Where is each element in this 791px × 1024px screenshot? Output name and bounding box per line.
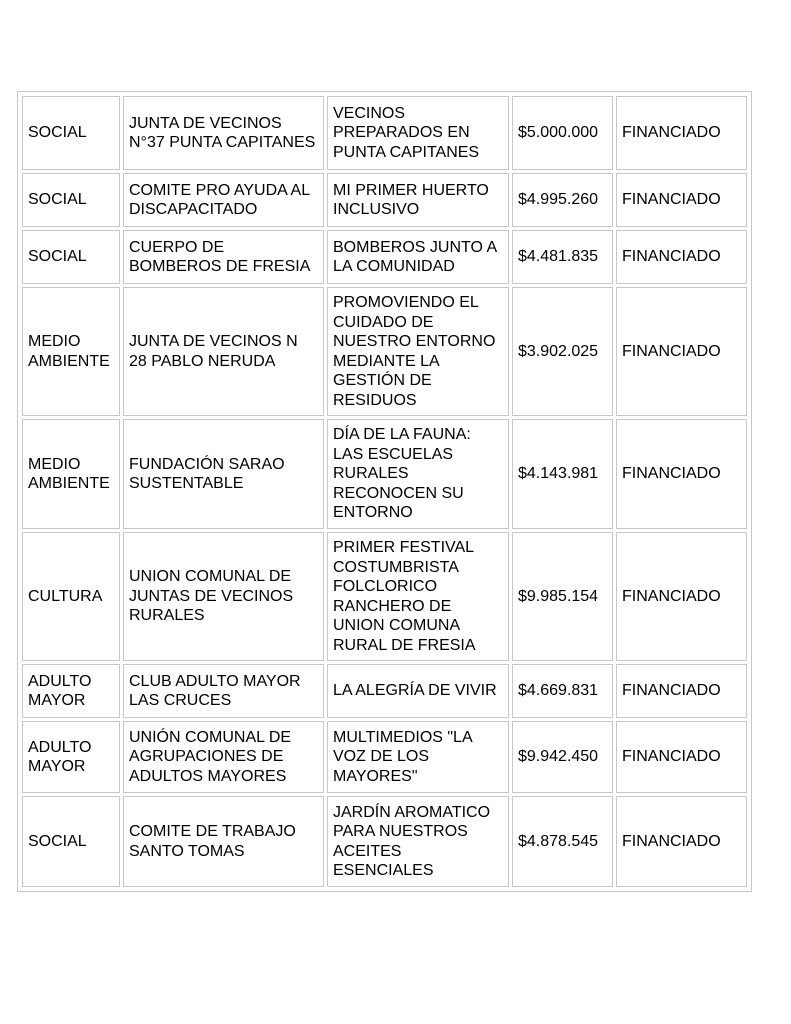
project-cell: MI PRIMER HUERTO INCLUSIVO (327, 173, 509, 227)
amount-cell: $4.995.260 (512, 173, 613, 227)
organization-cell: JUNTA DE VECINOS N 28 PABLO NERUDA (123, 287, 324, 416)
status-cell: FINANCIADO (616, 532, 747, 661)
organization-cell: CLUB ADULTO MAYOR LAS CRUCES (123, 664, 324, 718)
category-cell: ADULTO MAYOR (22, 721, 120, 793)
status-cell: FINANCIADO (616, 173, 747, 227)
category-cell: MEDIO AMBIENTE (22, 287, 120, 416)
organization-cell: JUNTA DE VECINOS N°37 PUNTA CAPITANES (123, 96, 324, 170)
status-cell: FINANCIADO (616, 721, 747, 793)
table-row (22, 230, 747, 284)
organization-cell: UNION COMUNAL DE JUNTAS DE VECINOS RURALES (123, 532, 324, 661)
category-cell: ADULTO MAYOR (22, 664, 120, 718)
category-cell: SOCIAL (22, 96, 120, 170)
projects-table-container (17, 91, 752, 892)
organization-cell: COMITE DE TRABAJO SANTO TOMAS (123, 796, 324, 887)
category-cell: SOCIAL (22, 173, 120, 227)
table-row (22, 173, 747, 227)
table-row (22, 287, 747, 416)
project-cell: LA ALEGRÍA DE VIVIR (327, 664, 509, 718)
project-cell: MULTIMEDIOS "LA VOZ DE LOS MAYORES" (327, 721, 509, 793)
status-cell: FINANCIADO (616, 230, 747, 284)
amount-cell: $4.878.545 (512, 796, 613, 887)
category-cell: MEDIO AMBIENTE (22, 419, 120, 529)
status-cell: FINANCIADO (616, 664, 747, 718)
project-cell: JARDÍN AROMATICO PARA NUESTROS ACEITES ESENCIALES (327, 796, 509, 887)
status-cell: FINANCIADO (616, 287, 747, 416)
category-cell: CULTURA (22, 532, 120, 661)
table-row (22, 532, 747, 661)
projects-table (19, 93, 750, 890)
amount-cell: $4.669.831 (512, 664, 613, 718)
organization-cell: FUNDACIÓN SARAO SUSTENTABLE (123, 419, 324, 529)
project-cell: DÍA DE LA FAUNA: LAS ESCUELAS RURALES RECONOCEN SU ENTORNO (327, 419, 509, 529)
status-cell: FINANCIADO (616, 419, 747, 529)
project-cell: VECINOS PREPARADOS EN PUNTA CAPITANES (327, 96, 509, 170)
status-cell: FINANCIADO (616, 796, 747, 887)
project-cell: BOMBEROS JUNTO A LA COMUNIDAD (327, 230, 509, 284)
status-cell: FINANCIADO (616, 96, 747, 170)
table-row (22, 721, 747, 793)
table-row (22, 796, 747, 887)
amount-cell: $9.985.154 (512, 532, 613, 661)
organization-cell: UNIÓN COMUNAL DE AGRUPACIONES DE ADULTOS MAYORES (123, 721, 324, 793)
amount-cell: $9.942.450 (512, 721, 613, 793)
amount-cell: $3.902.025 (512, 287, 613, 416)
category-cell: SOCIAL (22, 796, 120, 887)
table-row (22, 664, 747, 718)
amount-cell: $4.481.835 (512, 230, 613, 284)
organization-cell: CUERPO DE BOMBEROS DE FRESIA (123, 230, 324, 284)
table-body (22, 96, 747, 887)
amount-cell: $4.143.981 (512, 419, 613, 529)
amount-cell: $5.000.000 (512, 96, 613, 170)
project-cell: PRIMER FESTIVAL COSTUMBRISTA FOLCLORICO RANCHERO DE UNION COMUNA RURAL DE FRESIA (327, 532, 509, 661)
organization-cell: COMITE PRO AYUDA AL DISCAPACITADO (123, 173, 324, 227)
table-row (22, 96, 747, 170)
table-row (22, 419, 747, 529)
project-cell: PROMOVIENDO EL CUIDADO DE NUESTRO ENTORNO MEDIANTE LA GESTIÓN DE RESIDUOS (327, 287, 509, 416)
category-cell: SOCIAL (22, 230, 120, 284)
